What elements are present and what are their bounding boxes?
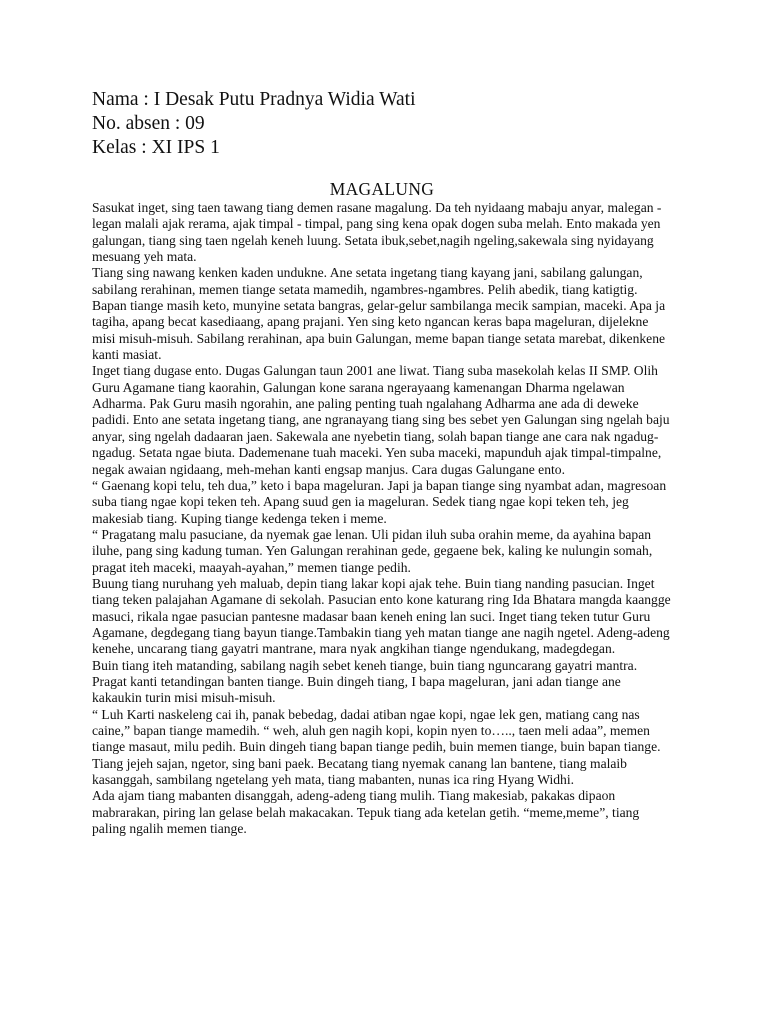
student-class: Kelas : XI IPS 1: [92, 137, 220, 158]
paragraph: “ Pragatang malu pasuciane, da nyemak gae lenan. Uli pidan iluh suba orahin meme, da ayahina bapan iluhe, pang sing kadung tuman. Yen Galungan rerahinan gede, gegaene bek, kaling ke nulungin somah, pragat iteh maceki, maayah-ayahan,” memen tiange pedih.: [92, 526, 653, 575]
student-absen-number: No. absen : 09: [92, 113, 205, 134]
story-body: [92, 200, 672, 837]
story-title: MAGALUNG: [329, 179, 435, 199]
paragraph: Inget tiang dugase ento. Dugas Galungan taun 2001 ane liwat. Tiang suba masekolah kelas II SMP. Olih Guru Agamane tiang kaorahin, Galungan kone sarana ngerayaang kamenangan Dharma ngelawan Adharma. Pak Guru masih ngorahin, ane paling penting tuah ngalahang Adharma ane ada di deweke padidi. Ento ane setata ingetang tiang, ane ngranayang tiang sing bes sebet yen Galungan sing ngelah baju anyar, sing ngelah dadaaran jaen. Sakewala ane nyebetin tiang, solah bapan tiange ane cara nak ngadug-ngadug. Setata ngae biuta. Dademenane tuah maceki. Yen suba maceki, mapunduh ajak timpal-timpalne, negak awaian ngidaang, meh-mehan kanti engsap manjus. Cara dugas Galungane ento.: [92, 363, 670, 477]
paragraph: Ada ajam tiang mabanten disanggah, adeng-adeng tiang mulih. Tiang makesiab, pakakas dipaon mabrarakan, piring lan gelase belah makacakan. Tepuk tiang ada ketelan getih. “meme,meme”, tiang paling ngalih memen tiange.: [92, 788, 640, 837]
paragraph: “ Luh Karti naskeleng cai ih, panak bebedag, dadai atiban ngae kopi, ngae lek gen, matiang cang nas caine,” bapan tiange mamedih. “ weh, aluh gen nagih kopi, kopin nyen to….., taen meli adaa”, memen tiange masaut, milu pedih. Buin dingeh tiang bapan tiange pedih, buin memen tiange, buin bapan tiange. Tiang jejeh sajan, ngetor, sing bani paek. Becatang tiang nyemak canang lan bantene, tiang malaib kasanggah, sambilang ngetelang yeh mata, tiang mabanten, nunas ica ring Hyang Widhi.: [92, 706, 661, 788]
student-name: Nama : I Desak Putu Pradnya Widia Wati: [92, 89, 416, 110]
document-page: [92, 88, 672, 837]
paragraph: Buung tiang nuruhang yeh maluab, depin tiang lakar kopi ajak tehe. Buin tiang nanding pasucian. Inget tiang teken palajahan Agamane di sekolah. Pasucian ento kone katurang ring Ida Bhatara mangda kaangge masuci, rikala ngae pasucian pantesne madasar baan keneh ening lan suci. Inget tiang teken tutur Guru Agamane, degdegang tiang bayun tiange.Tambakin tiang yeh matan tiange ane nagih ngetel. Adeng-adeng kenehe, uncarang tiang gayatri mantrane, mara nyak angkihan tiange ngendukang, madegdegan.: [92, 575, 671, 657]
paragraph: Tiang sing nawang kenken kaden undukne. Ane setata ingetang tiang kayang jani, sabilang galungan, sabilang rerahinan, memen tiange setata mamedih, ngambres-ngambres. Pelih abedik, tiang katigtig.: [92, 265, 643, 297]
paragraph: “ Gaenang kopi telu, teh dua,” keto i bapa mageluran. Japi ja bapan tiange sing nyambat adan, magresoan suba tiang ngae kopi teken teh. Apang suud gen ia mageluran. Sedek tiang ngae kopi teken teh, jeg makesiab tiang. Kuping tiange kedenga teken i meme.: [92, 477, 667, 526]
paragraph: Bapan tiange masih keto, munyine setata bangras, gelar-gelur sambilanga mecik sampian, maceki. Apa ja tagiha, apang becat kasediaang, apang prajani. Yen sing keto ngancan keras bapa mageluran, dijelekne misi misuh-misuh. Sabilang rerahinan, apa buin Galungan, meme bapan tiange setata marebat, dikenkene kanti masiat.: [92, 298, 666, 363]
paragraph: Buin tiang iteh matanding, sabilang nagih sebet keneh tiange, buin tiang nguncarang gayatri mantra. Pragat kanti tetandingan banten tiange. Buin dingeh tiang, I bapa mageluran, jani adan tiange ane kakaukin turin misi misuh-misuh.: [92, 657, 638, 706]
paragraph: Sasukat inget, sing taen tawang tiang demen rasane magalung. Da teh nyidaang mabaju anyar, malegan - legan malali ajak rerama, ajak timpal - timpal, pang sing kena opak dogen suba melah. Ento makada yen galungan, tiang sing taen ngelah keneh luung. Setata ibuk,sebet,nagih ngeling,sakewala sing nyidayang mesuang yeh mata.: [92, 200, 662, 265]
